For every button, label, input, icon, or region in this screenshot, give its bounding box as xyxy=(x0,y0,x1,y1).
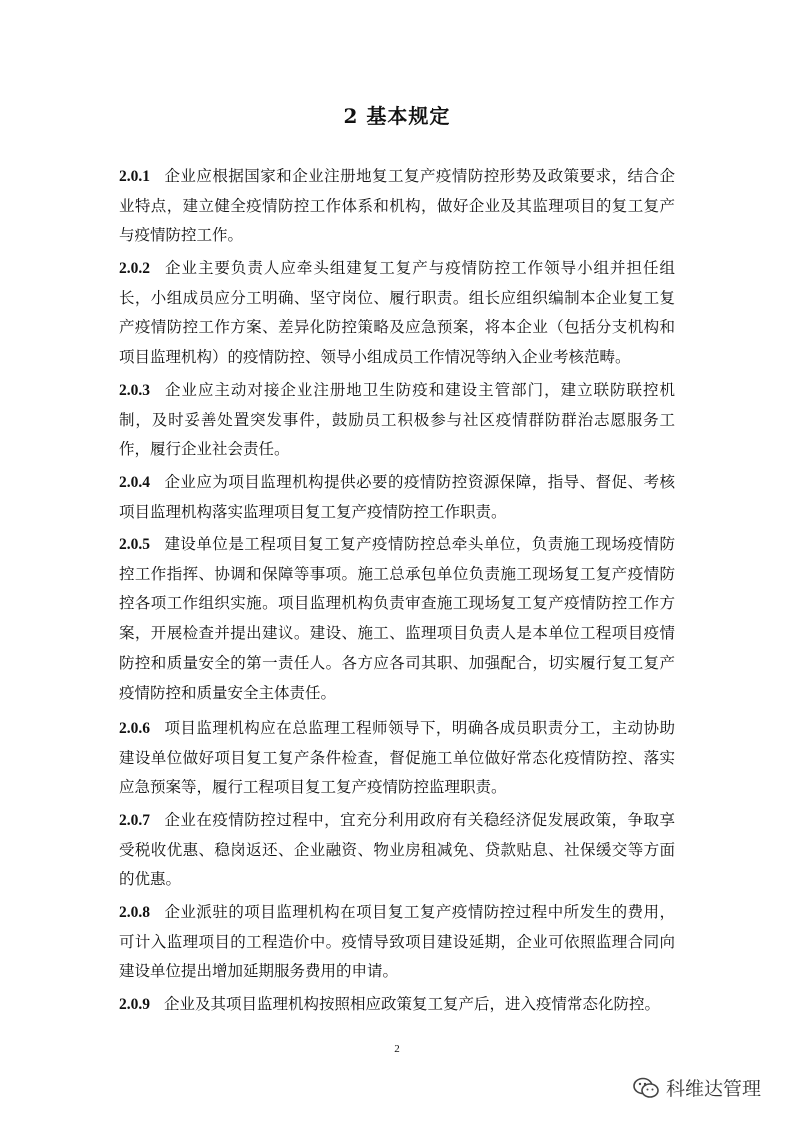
clause-2-0-4 xyxy=(119,468,675,527)
clause-2-0-8 xyxy=(119,898,675,987)
clause-number: 2.0.9 xyxy=(119,996,150,1013)
wechat-icon xyxy=(632,1076,660,1100)
clause-text: 项目监理机构应在总监理工程师领导下，明确各成员职责分工，主动协助建设单位做好项目复工复产条件检查，督促施工单位做好常态化疫情防控、落实应急预案等，履行工程项目复工复产疫情防控监理职责。 xyxy=(119,719,675,797)
clause-text: 企业在疫情防控过程中，宜充分利用政府有关稳经济促发展政策，争取享受税收优惠、稳岗返还、企业融资、物业房租减免、贷款贴息、社保缓交等方面的优惠。 xyxy=(119,811,675,889)
clause-text: 企业应主动对接企业注册地卫生防疫和建设主管部门，建立联防联控机制，及时妥善处置突发事件，鼓励员工积极参与社区疫情群防群治志愿服务工作，履行企业社会责任。 xyxy=(119,381,675,459)
clause-2-0-1 xyxy=(119,162,675,251)
clause-number: 2.0.5 xyxy=(119,536,150,553)
section-heading: 2 基本规定 xyxy=(343,104,451,128)
clause-2-0-7 xyxy=(119,806,675,895)
clause-text: 企业应为项目监理机构提供必要的疫情防控资源保障，指导、督促、考核项目监理机构落实监理项目复工复产疫情防控工作职责。 xyxy=(119,473,675,521)
clause-number: 2.0.2 xyxy=(119,260,150,277)
clause-text: 企业应根据国家和企业注册地复工复产疫情防控形势及政策要求，结合企业特点，建立健全疫情防控工作体系和机构，做好企业及其监理项目的复工复产与疫情防控工作。 xyxy=(119,167,675,245)
page-number: 2 xyxy=(394,1043,400,1055)
clause-2-0-3 xyxy=(119,376,675,465)
clause-number: 2.0.1 xyxy=(119,168,150,185)
watermark xyxy=(632,1074,761,1101)
clause-2-0-5 xyxy=(119,530,675,708)
clause-text: 企业派驻的项目监理机构在项目复工复产疫情防控过程中所发生的费用，可计入监理项目的工程造价中。疫情导致项目建设延期，企业可依照监理合同向建设单位提出增加延期服务费用的申请。 xyxy=(119,903,675,981)
clause-number: 2.0.7 xyxy=(119,812,150,829)
clause-text: 建设单位是工程项目复工复产疫情防控总牵头单位，负责施工现场疫情防控工作指挥、协调和保障等事项。施工总承包单位负责施工现场复工复产疫情防控各项工作组织实施。项目监理机构负责审查施工现场复工复产疫情防控工作方案，开展检查并提出建议。建设、施工、监理项目负责人是本单位工程项目疫情防控和质量安全的第一责任人。各方应各司其职、加强配合，切实履行复工复产疫情防控和质量安全主体责任。 xyxy=(119,535,675,702)
clause-text: 企业及其项目监理机构按照相应政策复工复产后，进入疫情常态化防控。 xyxy=(164,995,661,1013)
clause-number: 2.0.4 xyxy=(119,474,150,491)
clause-number: 2.0.8 xyxy=(119,904,150,921)
clause-text: 企业主要负责人应牵头组建复工复产与疫情防控工作领导小组并担任组长，小组成员应分工明确、坚守岗位、履行职责。组长应组织编制本企业复工复产疫情防控工作方案、差异化防控策略及应急预案，将本企业（包括分支机构和项目监理机构）的疫情防控、领导小组成员工作情况等纳入企业考核范畴。 xyxy=(119,259,675,367)
clause-2-0-9 xyxy=(119,990,675,1020)
clause-number: 2.0.6 xyxy=(119,720,150,737)
watermark-text: 科维达管理 xyxy=(666,1078,762,1100)
clause-number: 2.0.3 xyxy=(119,382,150,399)
clause-2-0-2 xyxy=(119,254,675,373)
clause-2-0-6 xyxy=(119,714,675,803)
